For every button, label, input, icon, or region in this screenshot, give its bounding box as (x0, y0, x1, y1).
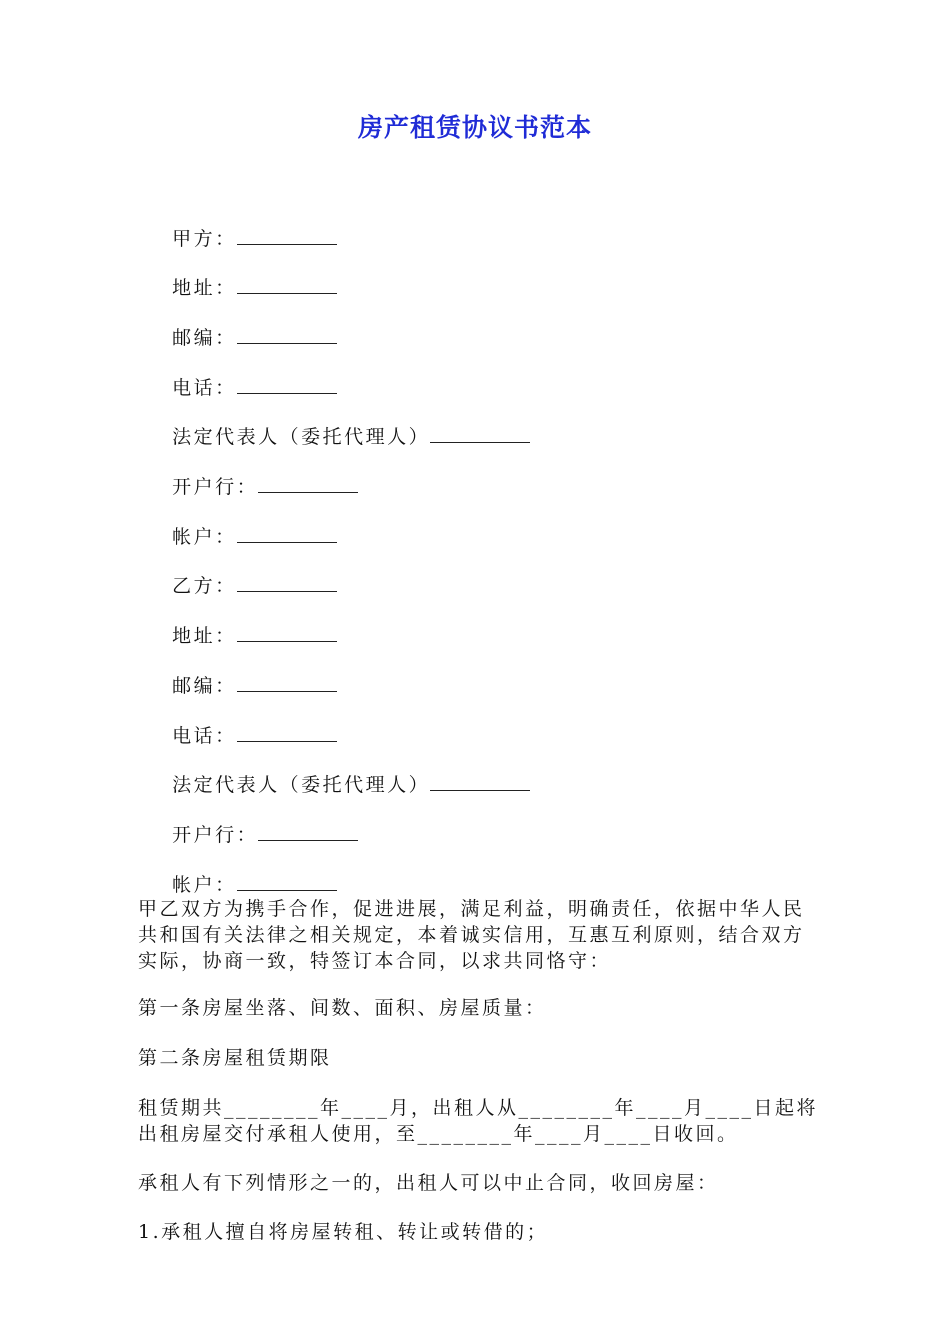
party-b-postcode-blank[interactable] (237, 673, 337, 692)
party-b-postcode-label: 邮编： (172, 675, 237, 697)
party-a-phone-label: 电话： (172, 377, 237, 399)
party-a-address-label: 地址： (172, 277, 237, 299)
party-b-account-label: 帐户： (172, 874, 237, 896)
termination-item-1: 1.承租人擅自将房屋转租、转让或转借的； (138, 1221, 549, 1243)
party-b-bank-label: 开户行： (172, 824, 259, 846)
party-b-name-blank[interactable] (237, 573, 337, 592)
party-b-rep-label: 法定代表人（委托代理人） (172, 774, 431, 796)
article-2-heading: 第二条房屋租赁期限 (138, 1047, 332, 1069)
party-a-bank-label: 开户行： (172, 476, 259, 498)
party-b-address-label: 地址： (172, 625, 237, 647)
party-b-rep-blank[interactable] (430, 772, 530, 791)
party-a-bank-blank[interactable] (258, 474, 358, 493)
party-a-address-blank[interactable] (237, 275, 337, 294)
document-title: 房产租赁协议书范本 (357, 113, 592, 142)
party-a-account-blank[interactable] (237, 524, 337, 543)
party-a-postcode-blank[interactable] (237, 325, 337, 344)
party-b-phone-label: 电话： (172, 725, 237, 747)
termination-intro-paragraph: 承租人有下列情形之一的，出租人可以中止合同，收回房屋： (138, 1172, 719, 1194)
preamble-paragraph: 甲乙双方为携手合作，促进进展，满足利益，明确责任，依据中华人民共和国有关法律之相关规定，本着诚实信用，互惠互利原则，结合双方实际，协商一致，特签订本合同，以求共同恪守： (138, 898, 805, 972)
party-a-rep-blank[interactable] (430, 424, 530, 443)
party-a-phone-blank[interactable] (237, 375, 337, 394)
party-a-account-label: 帐户： (172, 526, 237, 548)
article-1-heading: 第一条房屋坐落、间数、面积、房屋质量： (138, 997, 547, 1019)
party-b-name-label: 乙方： (172, 575, 237, 597)
party-b-account-blank[interactable] (237, 872, 337, 891)
lease-term-paragraph: 租赁期共________年____月，出租人从________年____月____日起将出租房屋交付承租人使用，至________年____月____日收回。 (138, 1097, 819, 1145)
party-b-phone-blank[interactable] (237, 723, 337, 742)
party-a-postcode-label: 邮编： (172, 327, 237, 349)
party-b-address-blank[interactable] (237, 623, 337, 642)
party-a-name-blank[interactable] (237, 226, 337, 245)
party-b-bank-blank[interactable] (258, 822, 358, 841)
party-a-name-label: 甲方： (172, 228, 237, 250)
party-a-rep-label: 法定代表人（委托代理人） (172, 426, 431, 448)
